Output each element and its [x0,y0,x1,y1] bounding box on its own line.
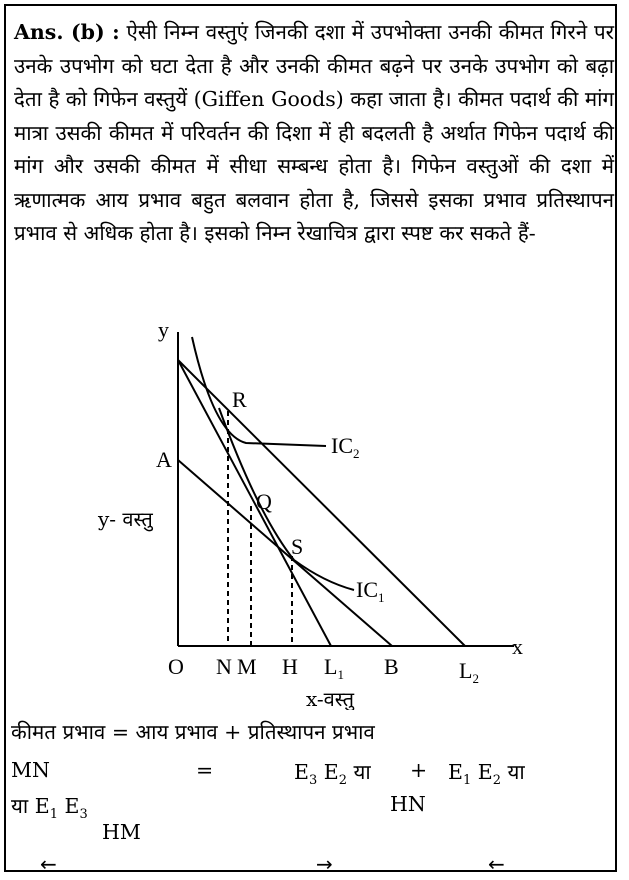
e1e3-term: या $E_1$ $E_3$ [11,794,88,823]
equals-sign: = [196,758,214,782]
left-arrow-2: ← [488,852,505,876]
x-label-h: H [282,654,298,679]
answer-prefix: Ans. (b) : [14,20,120,44]
price-effect-equation: कीमत प्रभाव = आय प्रभाव + प्रतिस्थापन प्रभाव [11,720,375,744]
x-label-n: N [216,654,232,679]
x-goods-label: x-वस्तु [306,687,354,710]
right-arrow: → [316,852,333,876]
y-goods-label: y- वस्तु [98,507,153,531]
point-s-label: S [291,534,304,559]
x-axis-label: x [512,634,523,659]
indifference-curve-ic2 [192,337,326,446]
point-a-label: A [156,447,172,472]
budget-line-ab [178,460,392,646]
e1e2-term: $E_1$ $E_2$ या [448,760,525,789]
x-label-m: M [237,654,257,679]
point-q-label: Q [256,489,272,514]
e3e2-term: $E_3$ $E_2$ या [294,760,371,789]
answer-body: ऐसी निम्न वस्तुएं जिनकी दशा में उपभोक्ता उनकी कीमत गिरने पर उनके उपभोग को घटा देता है और उनकी कीमत बढ़ने पर उनके उपभोग को बढ़ा देता है को गिफेन वस्तुयें (Giffen Goods) कहा जाता है। कीमत पदार्थ की मांग मात्रा उसकी कीमत में परिवर्तन की दिशा में ही बदलती है अर्थात गिफेन पदार्थ की मांग और उसकी कीमत में सीधा सम्बन्ध होता है। गिफेन वस्तुओं की दशा में ऋणात्मक आय प्रभाव बहुत बलवान होता है, जिससे इसका प्रभाव प्रतिस्थापन प्रभाव से अधिक होता है। इसको निम्न रेखाचित्र द्वारा स्पष्ट कर सकते हैं- [14,20,614,245]
answer-paragraph [14,16,614,251]
budget-line-l2 [178,360,465,646]
answer-box [4,4,617,876]
budget-line-l1 [178,360,331,646]
x-label-l2: $L_2$ [459,658,479,686]
x-label-l1: $L_1$ [324,654,344,682]
ic1-label: $IC_1$ [356,577,385,605]
ic2-label: $IC_2$ [331,433,360,461]
y-axis-label: y [158,317,169,342]
plus-sign: + [410,758,428,782]
x-label-b: B [384,654,399,679]
mn-term: MN [11,758,50,782]
point-r-label: R [232,387,247,412]
hm-term: HM [102,820,141,844]
hn-term: HN [390,792,426,816]
giffen-diagram [6,310,619,710]
origin-label: O [168,654,184,679]
left-arrow-1: ← [40,852,57,876]
